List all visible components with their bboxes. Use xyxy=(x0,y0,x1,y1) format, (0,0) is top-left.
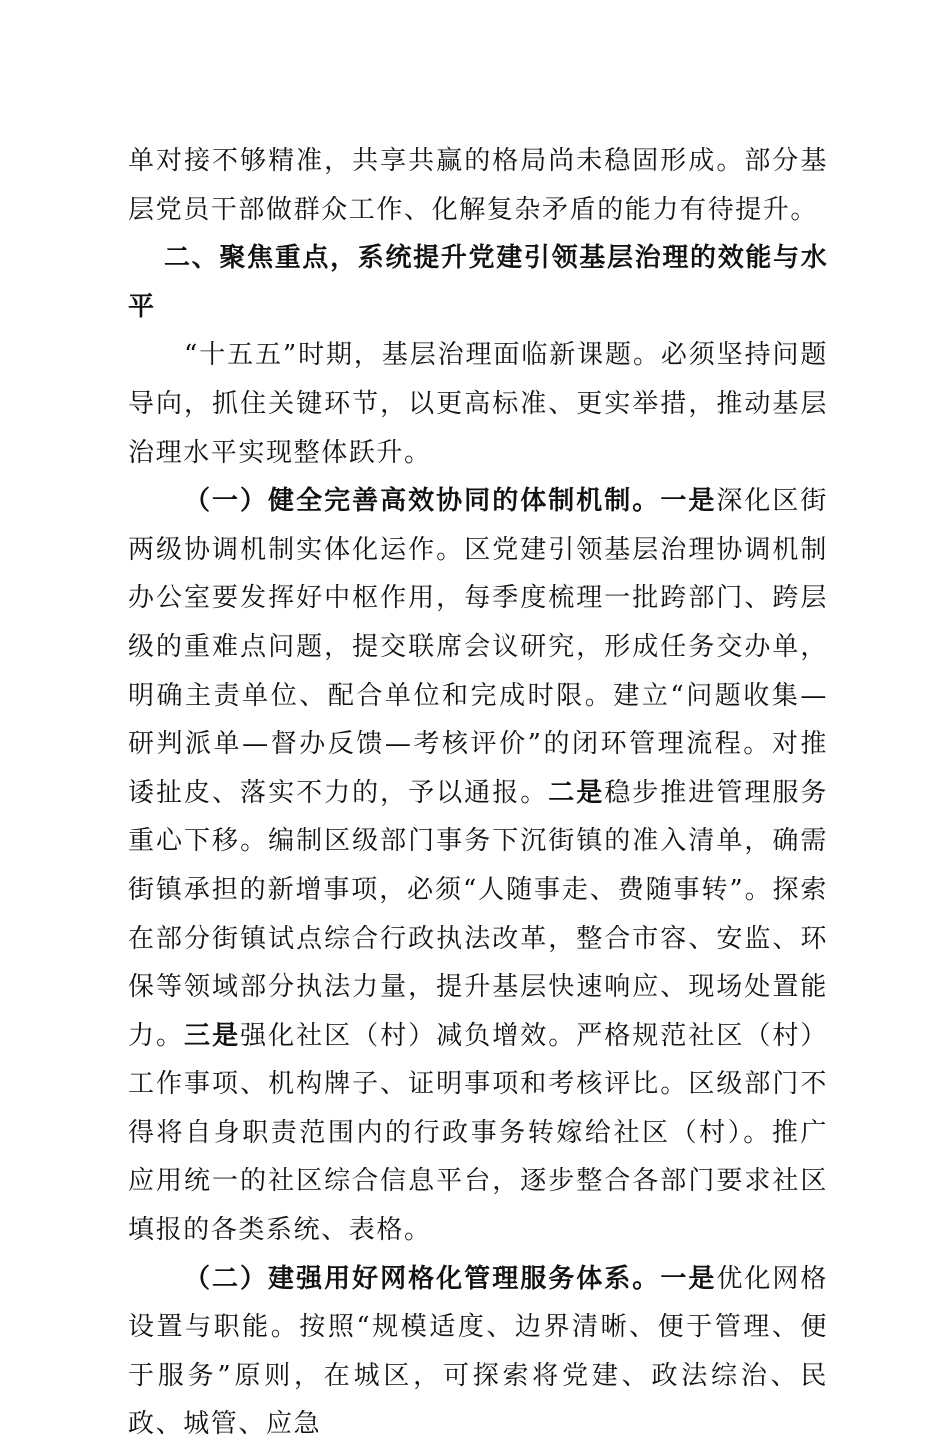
subsection-paragraph-2 xyxy=(128,1255,828,1449)
paragraph-text: 单对接不够精准，共享共赢的格局尚未稳固形成。部分基层党员干部做群众工作、化解复杂矛盾的能力有待提升。 xyxy=(128,146,828,225)
point-text: 优化网格设置与职能。按照“规模适度、边界清晰、便于管理、便于服务”原则，在城区，可探索将党建、政法综治、民政、城管、应急 xyxy=(128,1263,829,1440)
point-text: 深化区街两级协调机制实体化运作。区党建引领基层治理协调机制办公室要发挥好中枢作用，每季度梳理一批跨部门、跨层级的重难点问题，提交联席会议研究，形成任务交办单，明确主责单位、配合单位和完成时限。建立“问题收集—研判派单—督办反馈—考核评价”的闭环管理流程。对推诿扯皮、落实不力的，予以通报。 xyxy=(128,486,829,808)
paragraph-continuation xyxy=(128,137,828,234)
section-intro-paragraph xyxy=(128,331,828,477)
section-heading-text: 二、聚焦重点，系统提升党建引领基层治理的效能与水平 xyxy=(128,243,828,322)
point-label: 三是 xyxy=(184,1020,241,1051)
point-label: 二是 xyxy=(548,777,605,808)
point-label: 一是 xyxy=(660,486,717,517)
point-text: 稳步推进管理服务重心下移。编制区级部门事务下沉街镇的准入清单，确需街镇承担的新增事项，必须“人随事走、费随事转”。探索在部分街镇试点综合行政执法改革，整合市容、安监、环保等领域部分执法力量，提升基层快速响应、现场处置能力。 xyxy=(128,777,828,1051)
point-label: 一是 xyxy=(660,1263,717,1294)
subsection-title: （二）建强用好网格化管理服务体系。 xyxy=(184,1263,661,1294)
section-heading xyxy=(128,234,828,331)
document-body xyxy=(128,137,828,1449)
paragraph-text: “十五五”时期，基层治理面临新课题。必须坚持问题导向，抓住关键环节，以更高标准、更实举措，推动基层治理水平实现整体跃升。 xyxy=(128,340,828,468)
subsection-paragraph-1 xyxy=(128,477,828,1255)
subsection-title: （一）健全完善高效协同的体制机制。 xyxy=(184,486,661,517)
point-text: 强化社区（村）减负增效。严格规范社区（村）工作事项、机构牌子、证明事项和考核评比。区级部门不得将自身职责范围内的行政事务转嫁给社区（村）。推广应用统一的社区综合信息平台，逐步整合各部门要求社区填报的各类系统、表格。 xyxy=(128,1020,829,1246)
